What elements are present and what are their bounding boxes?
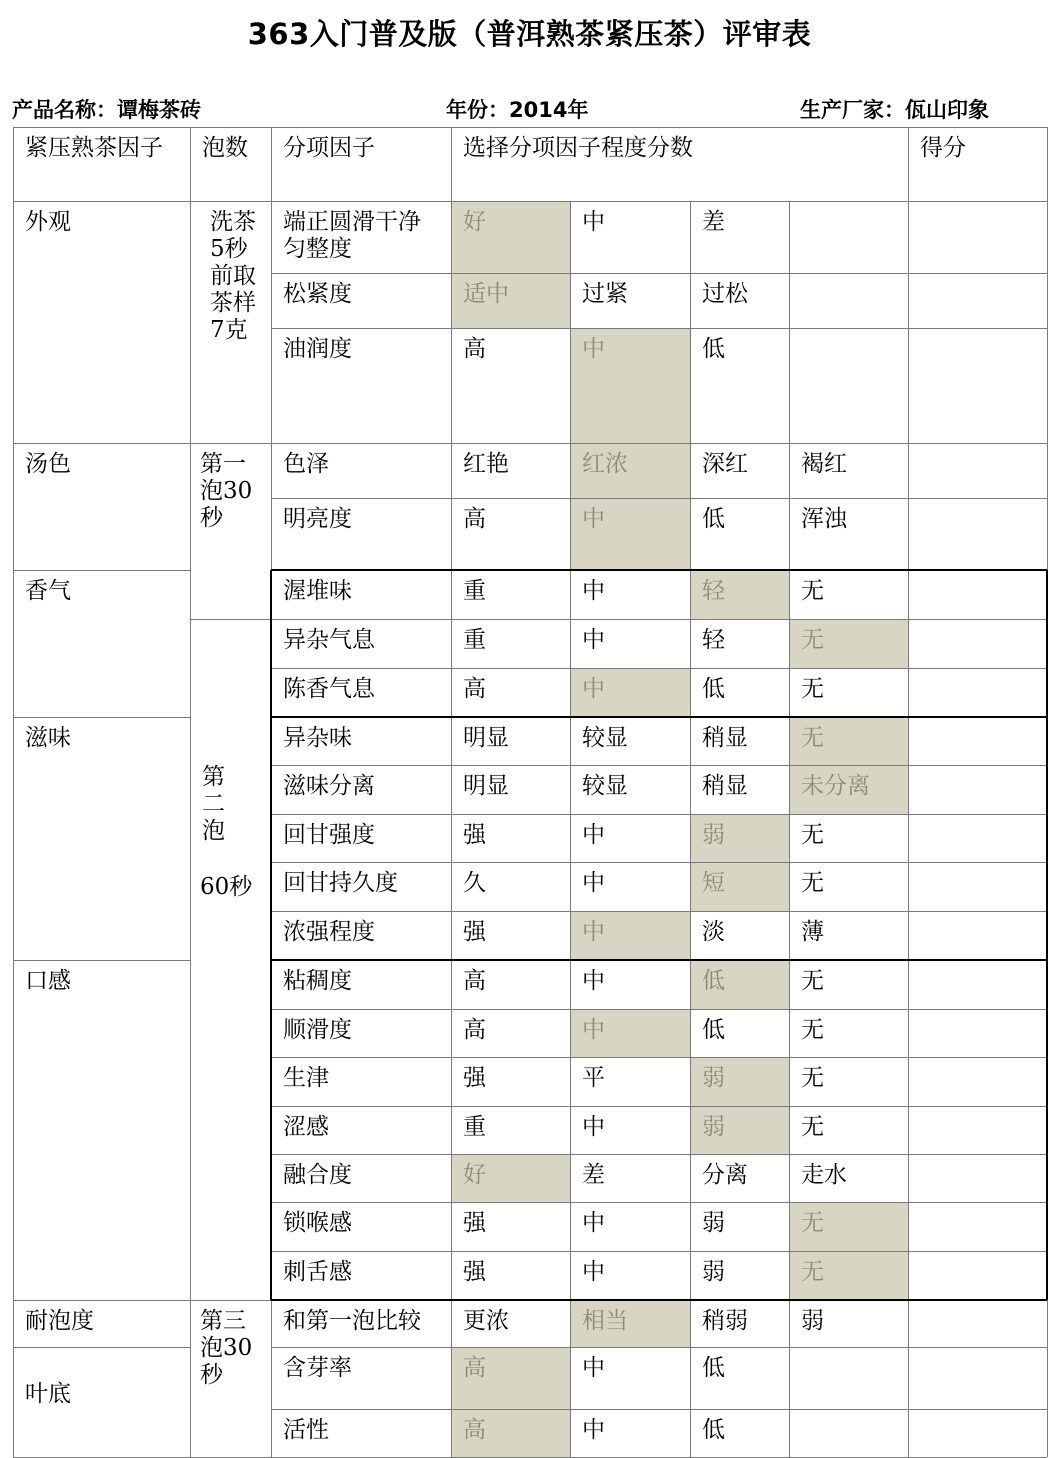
header-score: 得分 [920,135,966,161]
score-cell[interactable] [908,1202,1047,1251]
option-cell[interactable]: 弱 [702,822,725,848]
option-cell[interactable]: 无 [801,578,824,604]
option-cell[interactable]: 明显 [463,773,509,799]
option-cell[interactable]: 重 [463,1114,486,1140]
grid-line [271,911,1047,912]
option-cell[interactable]: 较显 [582,725,628,751]
option-cell[interactable]: 中 [582,1259,605,1285]
option-cell[interactable]: 轻 [702,627,725,653]
option-cell[interactable]: 无 [801,627,824,653]
grid-line [271,1299,1047,1301]
grid-line [13,1347,190,1348]
option-cell[interactable]: 低 [702,336,725,362]
option-cell[interactable]: 中 [582,209,605,235]
sub-factor: 锁喉感 [283,1210,352,1236]
score-cell[interactable] [908,1106,1047,1154]
option-cell[interactable]: 久 [463,870,486,896]
option-cell[interactable]: 重 [463,578,486,604]
grid-line [190,443,271,444]
grid-line [271,1202,1047,1203]
grid-line [271,1251,1047,1252]
option-cell[interactable]: 无 [801,725,824,751]
option-cell[interactable] [789,1409,908,1457]
score-cell[interactable] [908,201,1047,273]
grid-line [690,201,691,1457]
grid-line [270,717,272,960]
option-cell[interactable]: 强 [463,1210,486,1236]
score-cell[interactable] [908,1057,1047,1106]
score-cell[interactable] [908,911,1047,960]
option-cell[interactable]: 中 [582,506,605,532]
grid-line [1046,960,1048,1300]
option-cell[interactable]: 较显 [582,773,628,799]
option-cell[interactable]: 高 [463,968,486,994]
option-cell[interactable] [789,1347,908,1409]
option-cell[interactable]: 好 [463,1162,486,1188]
score-cell[interactable] [908,1009,1047,1057]
option-cell[interactable]: 高 [463,506,486,532]
option-cell[interactable]: 强 [463,1065,486,1091]
option-cell[interactable]: 弱 [702,1259,725,1285]
score-cell[interactable] [908,570,1047,619]
option-cell[interactable]: 中 [582,578,605,604]
option-cell[interactable]: 弱 [801,1308,824,1334]
grid-line [271,273,1047,274]
option-cell[interactable]: 中 [582,676,605,702]
option-cell[interactable]: 无 [801,676,824,702]
grid-line [570,201,571,1457]
sub-factor: 生津 [283,1065,329,1091]
sub-factor: 融合度 [283,1162,352,1188]
option-cell[interactable]: 低 [702,1355,725,1381]
option-cell[interactable]: 强 [463,1259,486,1285]
option-cell[interactable]: 淡 [702,919,725,945]
option-cell[interactable]: 低 [702,1417,725,1443]
option-cell[interactable]: 薄 [801,919,824,945]
option-cell[interactable]: 无 [801,822,824,848]
sub-factor: 顺滑度 [283,1017,352,1043]
group-leaf-base: 叶底 [25,1381,71,1407]
option-cell[interactable]: 稍显 [702,725,748,751]
grid-line [13,717,190,718]
option-cell[interactable]: 高 [463,676,486,702]
option-cell[interactable]: 稍弱 [702,1308,748,1334]
option-cell[interactable]: 中 [582,1417,605,1443]
option-cell[interactable]: 中 [582,1210,605,1236]
grid-line [271,1154,1047,1155]
option-cell[interactable]: 轻 [702,578,725,604]
brew-third: 第三泡30秒 [200,1308,253,1388]
grid-line [271,765,1047,766]
option-cell[interactable]: 中 [582,1017,605,1043]
sub-factor: 滋味分离 [283,773,375,799]
sub-factor: 和第一泡比较 [283,1308,421,1334]
option-cell[interactable]: 走水 [801,1162,847,1188]
grid-line [271,569,1047,571]
group-mouthfeel: 口感 [25,968,71,994]
grid-line [271,619,1047,620]
score-cell[interactable] [908,443,1047,498]
grid-line [451,127,452,1457]
option-cell[interactable]: 无 [801,1259,824,1285]
option-cell[interactable]: 无 [801,1017,824,1043]
option-cell[interactable]: 差 [702,209,725,235]
option-cell[interactable]: 红浓 [582,451,628,477]
sub-factor: 油润度 [283,336,352,362]
option-cell[interactable]: 强 [463,822,486,848]
option-cell[interactable] [789,328,908,443]
brew-second-time: 60秒 [200,874,253,900]
option-cell[interactable]: 重 [463,627,486,653]
option-cell[interactable]: 高 [463,336,486,362]
score-cell[interactable] [908,273,1047,328]
option-cell[interactable]: 中 [582,968,605,994]
option-cell[interactable]: 中 [582,1114,605,1140]
option-cell[interactable]: 无 [801,968,824,994]
option-cell[interactable]: 弱 [702,1210,725,1236]
option-cell[interactable]: 中 [582,870,605,896]
option-cell[interactable]: 无 [801,1210,824,1236]
sub-factor: 回甘强度 [283,822,375,848]
group-aroma: 香气 [25,578,71,604]
sub-factor: 回甘持久度 [283,870,398,896]
grid-line [271,443,1047,444]
option-cell[interactable]: 更浓 [463,1308,509,1334]
grid-line [271,1057,1047,1058]
grid-line [190,1300,271,1301]
grid-line [270,960,272,1300]
grid-line [908,127,909,1457]
option-cell[interactable]: 短 [702,870,725,896]
sub-factor: 渥堆味 [283,578,352,604]
score-cell[interactable] [908,498,1047,570]
header-options: 选择分项因子程度分数 [463,135,693,161]
score-cell[interactable] [908,668,1047,717]
grid-line [271,668,1047,669]
grid-line [271,1409,1047,1410]
grid-line [271,862,1047,863]
grid-line [13,960,190,961]
sub-factor: 活性 [283,1417,329,1443]
option-cell[interactable]: 中 [582,336,605,362]
option-cell[interactable]: 差 [582,1162,605,1188]
sub-factor: 松紧度 [283,281,352,307]
group-appearance: 外观 [25,209,71,235]
sub-factor: 端正圆滑干净匀整度 [283,209,421,262]
brew-second: 第二泡 [202,764,225,844]
grid-line [190,619,271,620]
sub-factor: 异杂味 [283,725,352,751]
score-cell[interactable] [908,1251,1047,1300]
grid-line [271,716,1047,718]
option-cell[interactable]: 低 [702,506,725,532]
option-cell[interactable]: 高 [463,1355,486,1381]
grid-line [13,127,14,1457]
option-cell[interactable]: 中 [582,1355,605,1381]
score-cell[interactable] [908,1154,1047,1202]
sub-factor: 含芽率 [283,1355,352,1381]
option-cell[interactable]: 未分离 [801,773,870,799]
grid-line [271,1009,1047,1010]
score-cell[interactable] [908,328,1047,443]
brew-wash: 洗茶5秒前取茶样7克 [210,209,256,343]
product-name: 产品名称：谭梅茶砖 [12,98,201,122]
option-cell[interactable]: 过松 [702,281,748,307]
sub-factor: 刺舌感 [283,1259,352,1285]
option-cell[interactable]: 中 [582,822,605,848]
option-cell[interactable]: 高 [463,1417,486,1443]
sheet-title: 363入门普及版（普洱熟茶紧压茶）评审表 [247,17,812,51]
grid-line [13,443,190,444]
header-factor: 紧压熟茶因子 [25,135,163,161]
score-cell[interactable] [908,619,1047,668]
option-cell[interactable]: 分离 [702,1162,748,1188]
sub-factor: 明亮度 [283,506,352,532]
option-cell[interactable]: 中 [582,627,605,653]
group-soup-color: 汤色 [25,451,71,477]
sub-factor: 浓强程度 [283,919,375,945]
grid-line [13,127,1047,128]
grid-line [271,814,1047,815]
option-cell[interactable]: 红艳 [463,451,509,477]
score-cell[interactable] [908,862,1047,911]
sub-factor: 异杂气息 [283,627,375,653]
sub-factor: 陈香气息 [283,676,375,702]
option-cell[interactable]: 过紧 [582,281,628,307]
grid-line [271,1106,1047,1107]
option-cell[interactable]: 高 [463,1017,486,1043]
grid-line [271,959,1047,961]
grid-line [271,1347,1047,1348]
header-brew: 泡数 [202,135,248,161]
score-cell[interactable] [908,1409,1047,1457]
score-cell[interactable] [908,717,1047,765]
option-cell[interactable]: 低 [702,1017,725,1043]
option-cell[interactable]: 中 [582,919,605,945]
option-cell[interactable]: 稍显 [702,773,748,799]
grid-line [271,328,1047,329]
grid-line [1046,717,1048,960]
option-cell[interactable]: 褐红 [801,451,847,477]
product-year: 年份：2014年 [446,98,589,122]
option-cell[interactable]: 无 [801,870,824,896]
score-cell[interactable] [908,814,1047,862]
option-cell[interactable]: 无 [801,1065,824,1091]
grid-line [190,127,191,1457]
option-cell[interactable]: 弱 [702,1065,725,1091]
option-cell[interactable]: 无 [801,1114,824,1140]
option-cell[interactable]: 强 [463,919,486,945]
sub-factor: 色泽 [283,451,329,477]
grid-line [13,1300,190,1301]
group-taste: 滋味 [25,725,71,751]
option-cell[interactable]: 适中 [463,281,509,307]
option-cell[interactable] [789,273,908,328]
group-durability: 耐泡度 [25,1308,94,1334]
score-cell[interactable] [908,1300,1047,1347]
option-cell[interactable]: 深红 [702,451,748,477]
grid-line [271,498,1047,499]
sub-factor: 涩感 [283,1114,329,1140]
score-cell[interactable] [908,1347,1047,1409]
product-maker: 生产厂家：佤山印象 [800,98,989,122]
brew-first: 第一泡30秒 [200,451,253,531]
option-cell[interactable]: 好 [463,209,486,235]
option-cell[interactable]: 浑浊 [801,506,847,532]
score-cell[interactable] [908,765,1047,814]
grid-line [13,201,1047,202]
option-cell[interactable]: 低 [702,676,725,702]
option-cell[interactable]: 弱 [702,1114,725,1140]
sub-factor: 粘稠度 [283,968,352,994]
grid-line [270,570,272,717]
option-cell[interactable]: 低 [702,968,725,994]
header-sub-factor: 分项因子 [283,135,375,161]
grid-line [789,201,790,1457]
grid-line [13,570,190,571]
option-cell[interactable]: 平 [582,1065,605,1091]
score-cell[interactable] [908,960,1047,1009]
option-cell[interactable]: 明显 [463,725,509,751]
option-cell[interactable] [789,201,908,273]
grid-line [1046,570,1048,717]
option-cell[interactable]: 相当 [582,1308,628,1334]
